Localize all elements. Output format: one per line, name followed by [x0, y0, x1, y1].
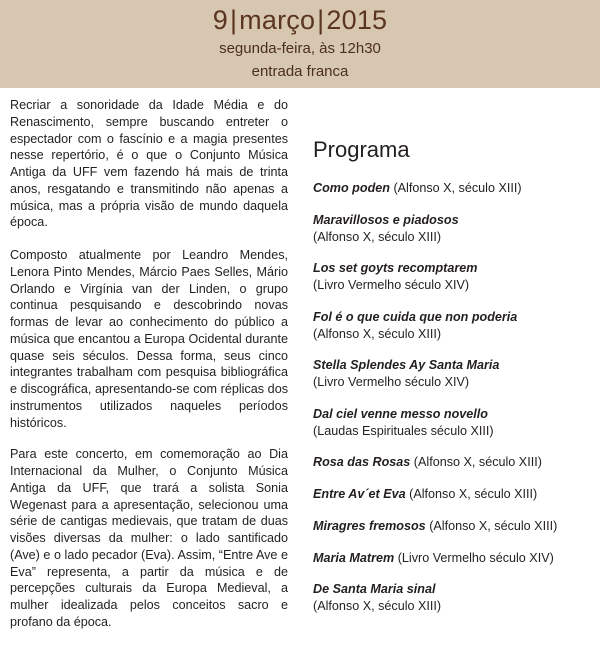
piece-title: Fol é o que cuida que non poderia	[313, 309, 518, 324]
program-title: Programa	[313, 137, 410, 162]
piece-source: (Alfonso X, século XIII)	[393, 181, 522, 195]
piece-source: (Livro Vermelho século XIV)	[397, 550, 554, 565]
piece-title: Maria Matrem	[313, 550, 395, 565]
piece-title: Dal ciel venne messo novello	[313, 406, 488, 421]
program-item	[313, 518, 595, 535]
piece-title: Maravillosos e piadosos	[313, 212, 459, 227]
event-month: março	[239, 5, 316, 35]
program-item	[313, 486, 595, 503]
piece-source: (Alfonso X, século XIII)	[313, 599, 442, 613]
program-item	[313, 406, 595, 440]
intro-paragraph-1: Recriar a sonoridade da Idade Média e do Renascimento, sempre buscando entreter o espectador com o fascínio e a magia presentes nesse repertório, é o que o Conjunto Música Antiga da UFF vem fazendo há mais de trinta anos, resgatando e transmitindo não apenas a música, mas a própria visão de mundo daquela época.	[10, 98, 288, 230]
piece-source: (Livro Vermelho século XIV)	[313, 375, 470, 389]
event-day: 9	[212, 5, 228, 35]
program-section	[313, 136, 595, 630]
intro-text	[10, 97, 288, 645]
event-year: 2015	[326, 5, 388, 35]
intro-paragraph-2: Composto atualmente por Leandro Mendes, Lenora Pinto Mendes, Márcio Paes Selles, Mário Orlando e Virgínia van der Linden, o grupo continua pesquisando e descobrindo novas formas de levar ao conhecimento do público a música que encantou a Europa Ocidental durante quase seis séculos. Dessa forma, seus cinco integrantes trabalham com pesquisa bibliográfica e discográfica, apresentando-se com réplicas dos instrumentos utilizados naqueles períodos históricos.	[10, 248, 288, 430]
piece-source: (Alfonso X, século XIII)	[409, 487, 538, 501]
event-header	[0, 0, 600, 88]
piece-source: (Alfonso X, século XIII)	[313, 326, 442, 341]
piece-source: (Livro Vermelho século XIV)	[313, 278, 470, 292]
program-item	[313, 309, 595, 343]
intro-paragraph-3: Para este concerto, em comemoração ao Dia Internacional da Mulher, o Conjunto Música Antiga da UFF, que trará a solista Sonia Wegenast para a apresentação, selecionou uma série de cantigas medievais, que tratam de duas visões diversas da mulher: o lado santificado (Ave) e o lado pecador (Eva). Assim, “Entre Ave e Eva” representa, a partir da música e de percepções culturais da Europa Medieval, a mulher idealizada pelos conceitos sacro e profano da época.	[10, 447, 288, 629]
piece-source: (Alfonso X, século XIII)	[429, 518, 558, 533]
piece-source: (Alfonso X, século XIII)	[313, 229, 442, 244]
piece-title: Miragres fremosos	[313, 518, 426, 533]
date-separator-1: |	[229, 5, 238, 35]
piece-title: Los set goyts recomptarem	[313, 261, 478, 276]
program-item	[313, 357, 595, 391]
event-weekday-time: segunda-feira, às 12h30	[219, 40, 381, 57]
program-item	[313, 212, 595, 246]
piece-source: (Laudas Espirituales século XIII)	[313, 423, 494, 438]
piece-title: Como poden	[313, 181, 390, 195]
event-date	[0, 4, 600, 36]
piece-title: Rosa das Rosas	[313, 455, 411, 470]
piece-title: De Santa Maria sinal	[313, 582, 436, 597]
piece-title: Entre Av´et Eva	[313, 487, 406, 501]
program-item	[313, 550, 595, 567]
piece-title: Stella Splendes Ay Santa Maria	[313, 358, 500, 373]
program-item	[313, 581, 595, 615]
piece-source: (Alfonso X, século XIII)	[413, 455, 542, 470]
event-admission: entrada franca	[251, 63, 349, 80]
date-separator-2: |	[317, 5, 325, 35]
program-item	[313, 260, 595, 294]
program-item	[313, 180, 595, 197]
program-item	[313, 454, 595, 471]
